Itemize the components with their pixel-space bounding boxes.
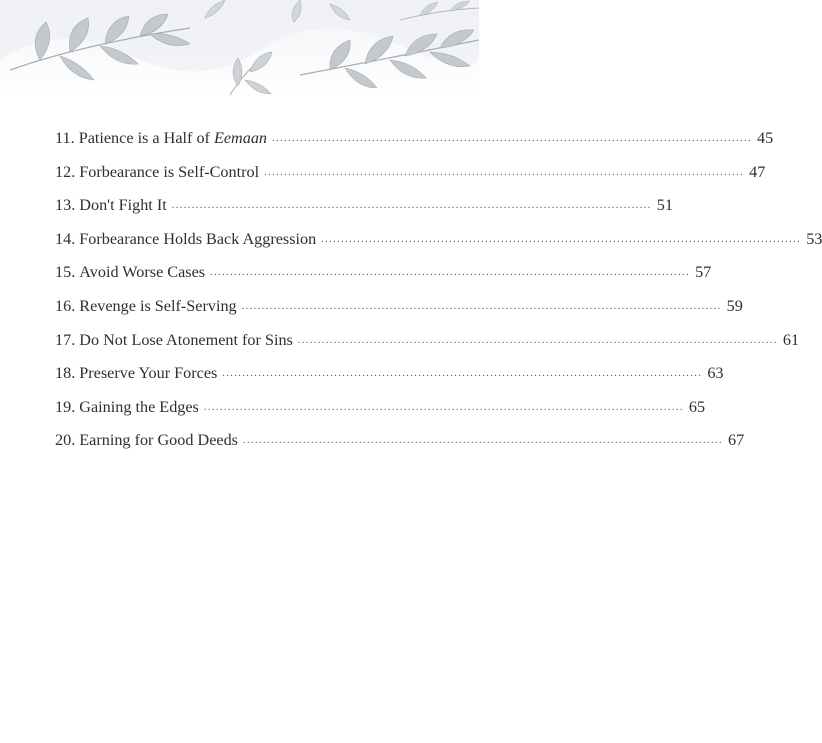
toc-entry[interactable]: [55, 223, 822, 257]
toc-entry[interactable]: [55, 122, 774, 156]
toc-entry-title: [79, 290, 236, 324]
toc-entry-page-number: 53: [806, 229, 822, 248]
toc-entry-title-italic: Eemaan: [213, 129, 268, 147]
toc-entry-number: 13.: [55, 196, 76, 215]
toc-entry-title: [79, 189, 166, 223]
toc-entry-page-number: 47: [749, 162, 766, 181]
toc-entry-title-text: Forbearance is Self-Control: [79, 162, 260, 181]
toc-entry-title-text: Avoid Worse Cases: [79, 263, 206, 282]
toc-entry-page-number: 63: [707, 364, 724, 383]
toc-entry[interactable]: [55, 324, 800, 358]
toc-entry[interactable]: [55, 424, 745, 458]
toc-dot-leader: ........................................................................................................................: [297, 334, 778, 346]
toc-entry-title: [79, 324, 293, 358]
toc-entry-number: 18.: [55, 364, 76, 383]
toc-entry-title: [79, 357, 217, 391]
table-of-contents: [55, 122, 822, 458]
toc-dot-leader: ........................................................................................................................: [272, 133, 753, 144]
toc-entry-title-text: Forbearance Holds Back Aggression: [79, 229, 317, 248]
toc-entry-number: 12.: [55, 162, 76, 181]
leaf-header-decoration: [0, 0, 479, 100]
toc-entry-title-text: Preserve Your Forces: [79, 364, 218, 383]
toc-entry-title: [79, 391, 199, 425]
toc-dot-leader: ........................................................................................................................: [171, 200, 652, 212]
toc-entry-title-text: Don't Fight It: [79, 196, 167, 215]
toc-entry-page-number: 57: [695, 263, 712, 282]
toc-entry[interactable]: [55, 391, 706, 425]
toc-entry-page-number: 45: [757, 129, 774, 147]
toc-entry-page-number: 65: [688, 397, 706, 416]
toc-entry[interactable]: [55, 156, 766, 190]
toc-entry-number: 20.: [55, 431, 76, 450]
toc-entry-number: 14.: [55, 229, 76, 248]
toc-entry-title-text: Patience is a Half of: [78, 129, 214, 147]
toc-entry-title: [79, 122, 267, 156]
toc-dot-leader: ........................................................................................................................: [242, 435, 723, 447]
toc-entry-title: [79, 156, 259, 190]
toc-entry[interactable]: [55, 357, 724, 391]
toc-entry-title-text: Gaining the Edges: [79, 397, 199, 416]
toc-dot-leader: ........................................................................................................................: [264, 166, 745, 178]
toc-entry-number: 17.: [55, 330, 76, 349]
toc-dot-leader: ........................................................................................................................: [210, 267, 691, 279]
leaf-branch-icon: [0, 0, 479, 100]
toc-entry-number: 15.: [55, 263, 76, 282]
toc-entry[interactable]: [55, 189, 673, 223]
toc-entry-number: 19.: [55, 397, 76, 416]
toc-dot-leader: ........................................................................................................................: [241, 300, 722, 312]
toc-entry-title-text: Revenge is Self-Serving: [79, 296, 237, 315]
toc-entry[interactable]: [55, 290, 743, 324]
toc-entry[interactable]: [55, 256, 712, 290]
toc-entry-page-number: 67: [727, 431, 745, 450]
toc-entry-number: 16.: [55, 296, 76, 315]
toc-entry-title-text: Do Not Lose Atonement for Sins: [79, 330, 293, 349]
toc-entry-title: [79, 424, 238, 458]
toc-entry-page-number: 59: [726, 296, 743, 315]
toc-dot-leader: ........................................................................................................................: [321, 233, 802, 245]
toc-entry-title: [79, 223, 316, 257]
toc-dot-leader: ........................................................................................................................: [222, 368, 703, 380]
toc-entry-title-text: Earning for Good Deeds: [79, 431, 238, 450]
toc-entry-title: [79, 256, 205, 290]
toc-dot-leader: ........................................................................................................................: [203, 401, 684, 413]
toc-entry-page-number: 61: [782, 330, 800, 349]
toc-entry-page-number: 51: [656, 196, 673, 215]
toc-entry-number: 11.: [55, 129, 75, 147]
